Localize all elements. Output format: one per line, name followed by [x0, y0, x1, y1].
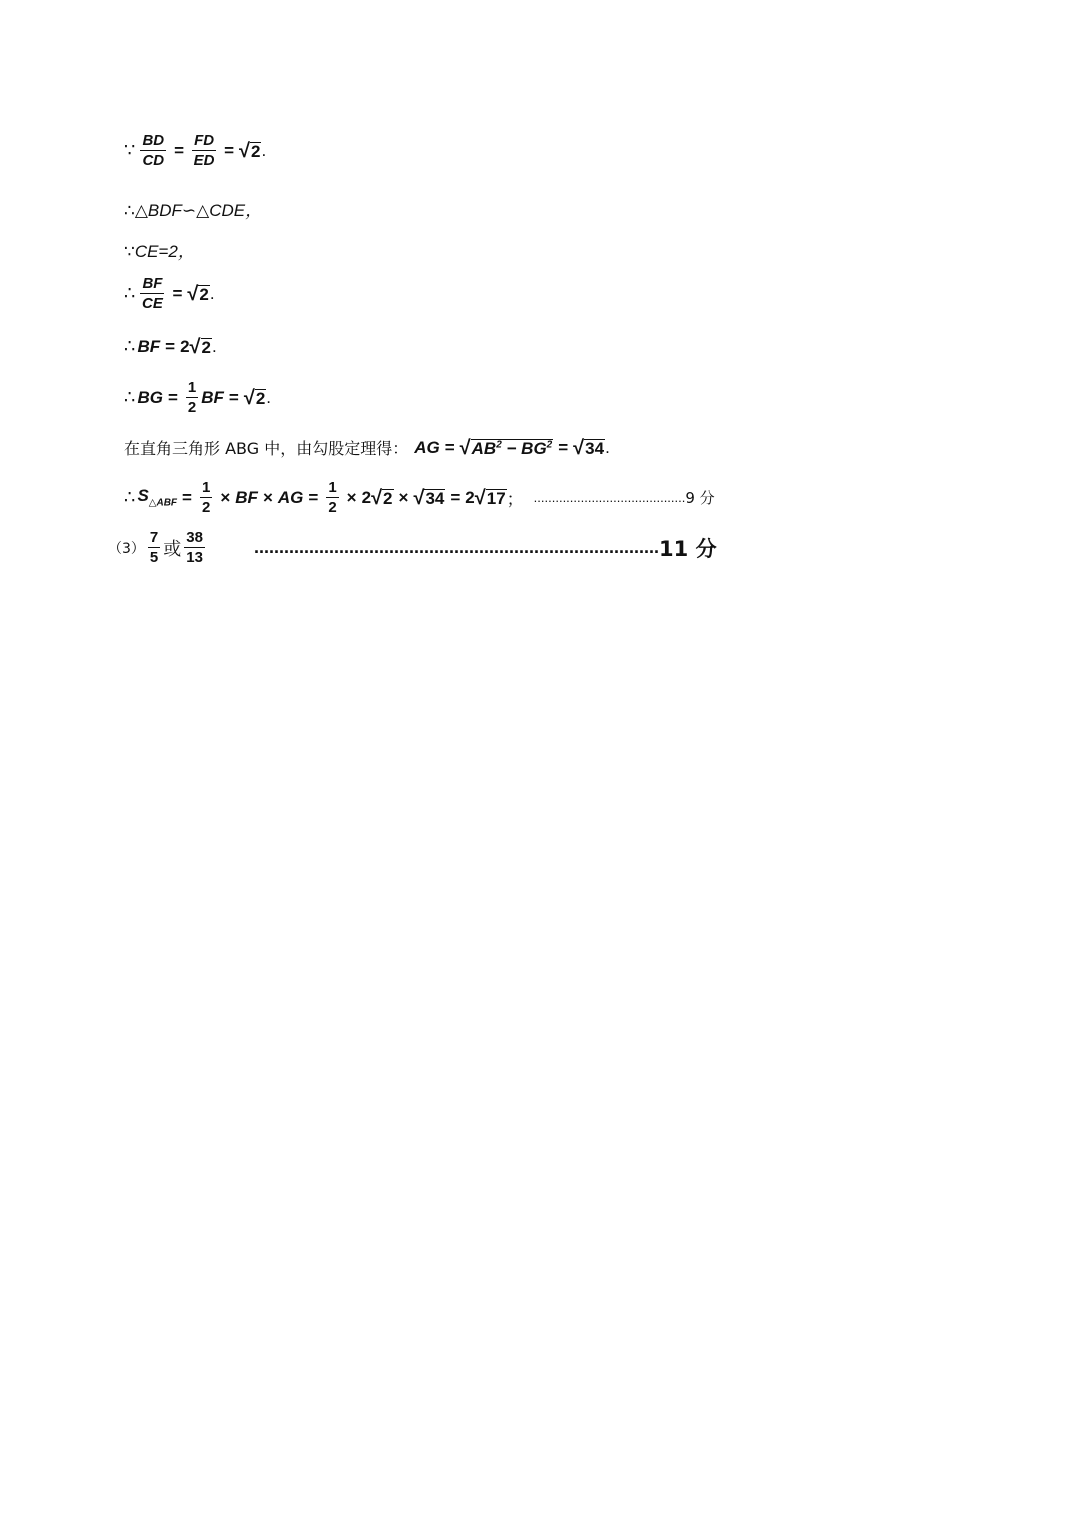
- equals-sign: =: [165, 336, 176, 356]
- equals-sign: =: [174, 140, 185, 160]
- sqrt-2: √ 2: [189, 335, 211, 358]
- area-subscript: △ABF: [148, 497, 178, 509]
- area-symbol: [137, 486, 177, 508]
- semicolon: ；: [506, 490, 524, 509]
- bf-label: BF: [137, 336, 161, 356]
- period: .: [266, 387, 272, 407]
- line-7: [124, 436, 610, 459]
- radicand: 2: [255, 388, 266, 408]
- denominator: 2: [187, 399, 197, 416]
- denominator: 2: [201, 499, 211, 516]
- equals-sign: =: [172, 283, 183, 303]
- fraction-one-half: [326, 480, 338, 515]
- line-5: [124, 336, 217, 357]
- times-sign: ×: [398, 487, 409, 507]
- sqrt-2: √ 2: [243, 386, 266, 409]
- line-1: [124, 133, 266, 168]
- radicand: 34: [425, 488, 445, 508]
- coefficient: 2: [180, 336, 190, 356]
- equals-sign: =: [450, 487, 461, 507]
- numerator: 1: [187, 379, 197, 396]
- radicand: 2: [201, 337, 211, 357]
- denominator: 5: [149, 549, 159, 566]
- period: .: [605, 437, 610, 457]
- s-letter: S: [137, 486, 149, 506]
- line-9: [108, 530, 717, 565]
- equals-sign: =: [308, 487, 319, 507]
- line-2: [124, 196, 262, 221]
- times-sign: ×: [220, 487, 231, 507]
- because-symbol: ∵: [124, 140, 136, 160]
- fraction-fd-ed: [192, 133, 216, 168]
- minus-sign: −: [506, 438, 517, 458]
- radicand: 34: [585, 438, 605, 458]
- radicand: 2: [199, 284, 209, 304]
- score-label: 9 分: [685, 489, 715, 507]
- denominator: CE: [142, 295, 163, 312]
- numerator: 7: [149, 529, 159, 546]
- numerator: 1: [328, 479, 337, 496]
- numerator: 1: [201, 479, 211, 496]
- denominator: 2: [328, 499, 337, 516]
- coefficient: 2: [361, 487, 372, 507]
- numerator: BF: [142, 275, 163, 292]
- therefore-symbol: ∴: [124, 487, 136, 507]
- sqrt-2: √ 2: [371, 486, 393, 509]
- equals-sign: =: [558, 437, 569, 457]
- sqrt-17: √ 17: [474, 486, 506, 509]
- leader-dots: ..........................................: [533, 490, 686, 505]
- radicand: 2: [383, 488, 393, 508]
- period: .: [209, 283, 215, 303]
- period: .: [261, 140, 267, 160]
- coefficient: 2: [465, 487, 475, 507]
- exponent: 2: [546, 439, 553, 450]
- bg-label: BG: [137, 387, 163, 407]
- bg-term: BG: [521, 438, 547, 458]
- line-3: [124, 237, 195, 262]
- similar-triangles-text: ∴△BDF∽△CDE，: [124, 201, 263, 220]
- line-8: [124, 480, 715, 515]
- part-label: （3）: [108, 540, 145, 557]
- radicand: 17: [486, 488, 506, 508]
- therefore-symbol: ∴: [124, 283, 136, 303]
- times-sign: ×: [346, 487, 357, 507]
- equals-sign: =: [224, 140, 234, 160]
- fraction-one-half: [186, 380, 198, 415]
- ag-label: AG: [277, 487, 304, 507]
- ce-value-text: ∵CE=2，: [124, 242, 195, 261]
- score-label: 11 分: [659, 536, 717, 561]
- denominator: ED: [193, 152, 215, 169]
- numerator: BD: [142, 132, 165, 149]
- radicand: [471, 439, 554, 458]
- fraction-7-5: [148, 530, 160, 565]
- numerator: 38: [186, 529, 203, 546]
- sqrt-34: √ 34: [413, 486, 445, 509]
- equals-sign: =: [228, 387, 239, 407]
- sqrt-2: √ 2: [239, 139, 261, 162]
- radicand: 2: [250, 141, 261, 161]
- therefore-symbol: ∴: [124, 336, 136, 356]
- sqrt-2: √ 2: [187, 282, 209, 305]
- ag-label: AG: [414, 437, 440, 457]
- fraction-bd-cd: [140, 133, 166, 168]
- fraction-one-half: [200, 480, 212, 515]
- times-sign: ×: [262, 487, 273, 507]
- ab-term: AB: [471, 438, 497, 458]
- fraction-bf-ce: [140, 276, 164, 311]
- therefore-symbol: ∴: [124, 387, 136, 407]
- fraction-38-13: [184, 530, 205, 565]
- line-4: [124, 276, 215, 311]
- pythagorean-intro-text: 在直角三角形 ABG 中，由勾股定理得：: [124, 439, 409, 458]
- or-text: 或: [163, 538, 182, 560]
- sqrt-ab2-minus-bg2: √ $AB^2 - BG^2$: [459, 436, 553, 459]
- bf-label: BF: [201, 387, 224, 407]
- sqrt-34: √ 34: [573, 436, 605, 459]
- period: .: [211, 336, 217, 356]
- leader-dots: .................................................................................: [253, 537, 660, 557]
- bf-label: BF: [235, 487, 258, 507]
- line-6: [124, 380, 271, 415]
- denominator: 13: [186, 549, 203, 566]
- numerator: FD: [194, 132, 215, 149]
- equals-sign: =: [167, 387, 178, 407]
- equals-sign: =: [182, 487, 192, 507]
- exponent: 2: [496, 439, 502, 450]
- equals-sign: =: [444, 437, 455, 457]
- denominator: CD: [142, 152, 165, 169]
